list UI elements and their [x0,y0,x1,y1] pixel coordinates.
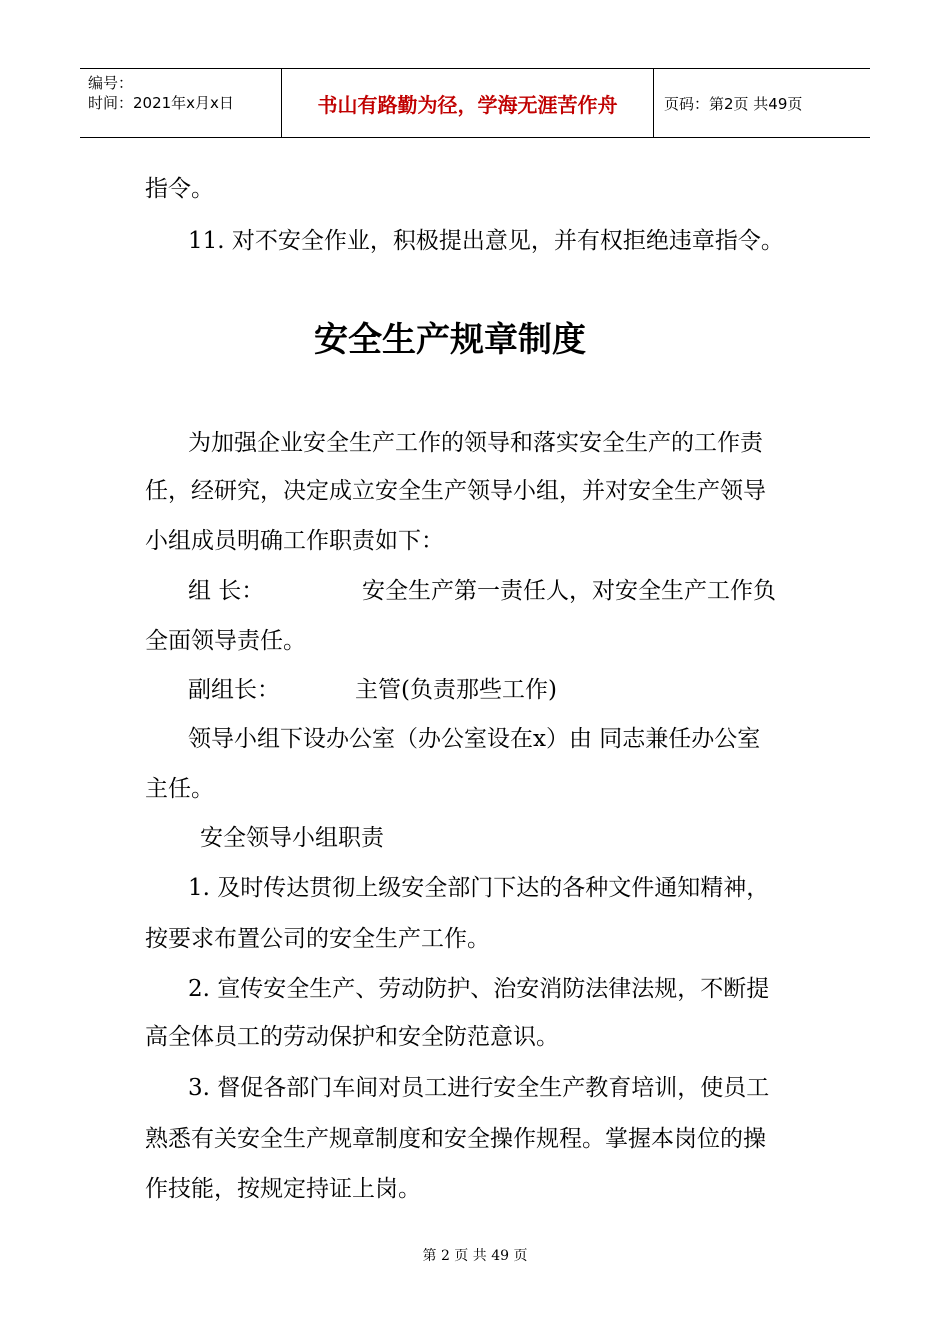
paragraph-line: 小组成员明确工作职责如下： [145,528,444,554]
office-line: 领导小组下设办公室（办公室设在x）由 同志兼任办公室 [188,726,761,752]
doc-time-label: 时间：2021年x月x日 [88,94,234,112]
duty-line: 1. 及时传达贯彻上级安全部门下达的各种文件通知精神， [188,875,770,901]
header-page-info: 页码：第2页 共49页 [664,94,803,113]
body-line: 11. 对不安全作业，积极提出意见，并有权拒绝违章指令。 [188,228,784,254]
section-title: 安全生产规章制度 [314,320,586,360]
duty-line: 2. 宣传安全生产、劳动防护、治安消防法律法规，不断提 [188,976,770,1002]
body-line: 指令。 [145,176,214,202]
page-footer: 第 2 页 共 49 页 [422,1248,528,1264]
doc-number-label: 编号： [88,74,134,92]
page-header [80,68,870,138]
leader-description: 安全生产第一责任人，对安全生产工作负 [362,578,776,604]
leader-label: 组 长： [188,578,265,604]
paragraph-line: 为加强企业安全生产工作的领导和落实安全生产的工作责 [188,430,763,456]
duties-heading: 安全领导小组职责 [200,825,384,851]
header-motto: 书山有路勤为径，学海无涯苦作舟 [282,69,654,137]
deputy-label: 副组长： [188,677,280,703]
duty-line: 高全体员工的劳动保护和安全防范意识。 [145,1024,559,1050]
deputy-description: 主管(负责那些工作) [355,677,557,703]
paragraph-line: 任，经研究，决定成立安全生产领导小组，并对安全生产领导 [145,478,766,504]
header-meta-cell [80,69,282,137]
duty-line: 按要求布置公司的安全生产工作。 [145,926,490,952]
duty-line: 熟悉有关安全生产规章制度和安全操作规程。掌握本岗位的操 [145,1126,766,1152]
office-line: 主任。 [145,776,214,802]
duty-line: 作技能，按规定持证上岗。 [145,1176,421,1202]
duty-line: 3. 督促各部门车间对员工进行安全生产教育培训，使员工 [188,1075,770,1101]
leader-description-cont: 全面领导责任。 [145,628,306,654]
